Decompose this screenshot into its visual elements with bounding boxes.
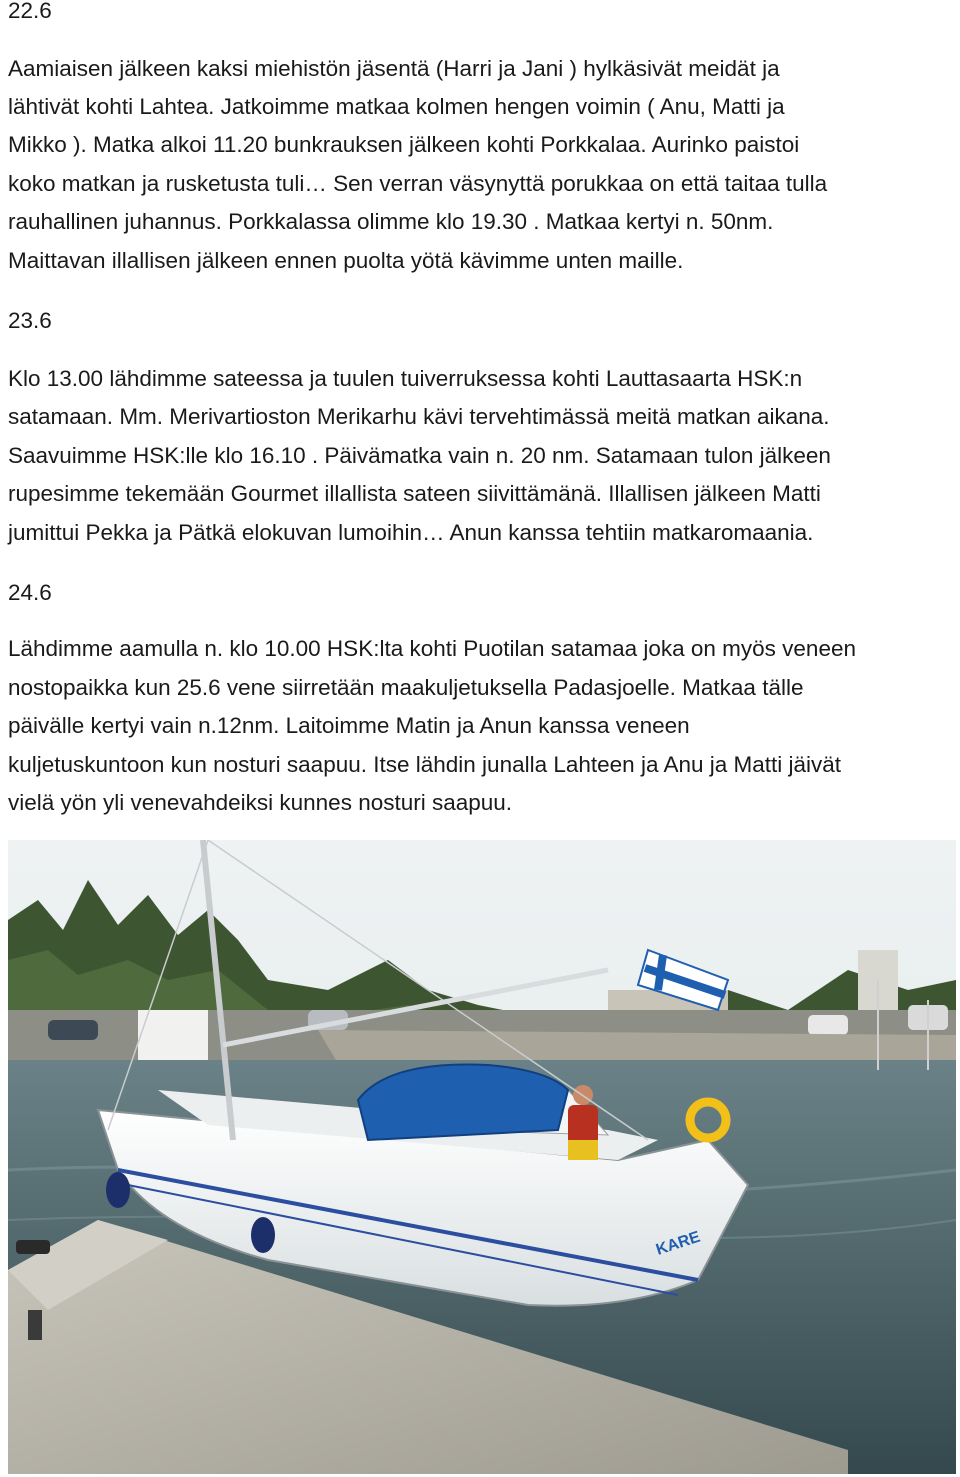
entry-1-line-3: Mikko ). Matka alkoi 11.20 bunkrauksen jälkeen kohti Porkkalaa. Aurinko paistoi — [8, 132, 800, 157]
entry-3-line-5: vielä yön yli venevahdeiksi kunnes nosturi saapuu. — [8, 790, 513, 815]
entry-3-line-1: Lähdimme aamulla n. klo 10.00 HSK:lta kohti Puotilan satamaa joka on myös veneen — [8, 636, 856, 661]
entry-1-line-2: lähtivät kohti Lahtea. Jatkoimme matkaa kolmen hengen voimin ( Anu, Matti ja — [8, 94, 785, 119]
entry-3-line-3: päivälle kertyi vain n.12nm. Laitoimme Matin ja Anun kanssa veneen — [8, 713, 690, 738]
entry-date-24-6: 24.6 — [8, 580, 52, 605]
entry-2-line-2: satamaan. Mm. Merivartioston Merikarhu kävi tervehtimässä meitä matkan aikana. — [8, 404, 830, 429]
entry-1-line-5: rauhallinen juhannus. Porkkalassa olimme klo 19.30 . Matkaa kertyi n. 50nm. — [8, 209, 774, 234]
entry-2-line-3: Saavuimme HSK:lle klo 16.10 . Päivämatka vain n. 20 nm. Satamaan tulon jälkeen — [8, 443, 831, 468]
sailboat-photo — [8, 840, 956, 1474]
svg-text:KARE: KARE — [653, 1228, 703, 1259]
entry-date-22-6: 22.6 — [8, 0, 52, 23]
entry-2-line-1: Klo 13.00 lähdimme sateessa ja tuulen tuiverruksessa kohti Lauttasaarta HSK:n — [8, 366, 803, 391]
entry-3-line-4: kuljetuskuntoon kun nosturi saapuu. Itse lähdin junalla Lahteen ja Anu ja Matti jäivät — [8, 752, 842, 777]
bimini-cover — [358, 1064, 568, 1140]
entry-2-line-4: rupesimme tekemään Gourmet illallista sateen siivittämänä. Illallisen jälkeen Matti — [8, 481, 821, 506]
entry-1-line-1: Aamiaisen jälkeen kaksi miehistön jäsentä (Harri ja Jani ) hylkäsivät meidät ja — [8, 56, 780, 81]
entry-date-23-6: 23.6 — [8, 308, 52, 333]
entry-3-line-2: nostopaikka kun 25.6 vene siirretään maakuljetuksella Padasjoelle. Matkaa tälle — [8, 675, 804, 700]
entry-1-line-6: Maittavan illallisen jälkeen ennen puolta yötä kävimme unten maille. — [8, 248, 684, 273]
entry-2-line-5: jumittui Pekka ja Pätkä elokuvan lumoihin… Anun kanssa tehtiin matkaromaania. — [8, 520, 814, 545]
entry-1-line-4: koko matkan ja rusketusta tuli… Sen verran väsynyttä porukkaa on että taitaa tulla — [8, 171, 828, 196]
